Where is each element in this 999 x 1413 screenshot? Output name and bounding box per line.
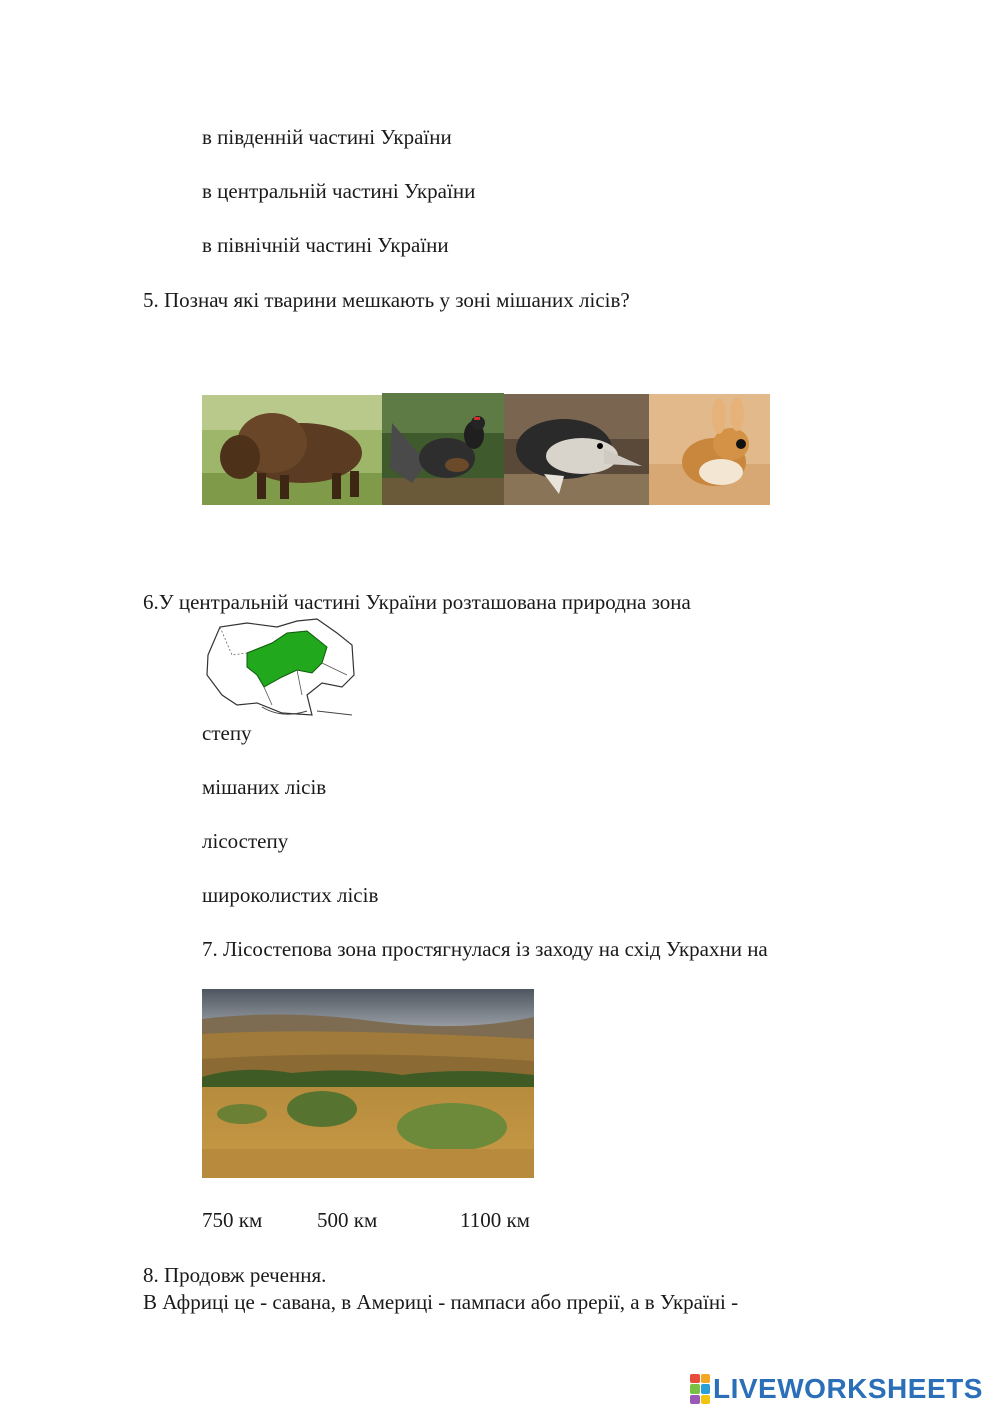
q4-option-north[interactable]: в північній частині України: [202, 233, 449, 257]
q7-option-1100[interactable]: 1100 км: [460, 1208, 530, 1232]
q6-option-steppe[interactable]: степу: [202, 721, 252, 745]
q6-question: 6.У центральній частині України розташована природна зона: [143, 590, 691, 614]
jerboa-icon[interactable]: [649, 394, 770, 505]
q5-question: 5. Познач які тварини мешкають у зоні мішаних лісів?: [143, 288, 630, 312]
q7-option-500[interactable]: 500 км: [317, 1208, 378, 1232]
ukraine-map: [202, 615, 357, 719]
forest-steppe-landscape: [202, 989, 534, 1178]
logo-text: LIVEWORKSHEETS: [713, 1373, 983, 1404]
q6-option-mixed-forest[interactable]: мішаних лісів: [202, 775, 327, 799]
q6-option-forest-steppe[interactable]: лісостепу: [202, 829, 289, 853]
liveworksheets-logo[interactable]: [690, 1372, 983, 1406]
capercaillie-icon[interactable]: [382, 393, 504, 505]
q7-option-750[interactable]: 750 км: [202, 1208, 263, 1232]
q8-sentence: В Африці це - савана, в Америці - пампаси або прерії, а в Україні -: [143, 1290, 739, 1314]
bison-icon[interactable]: [202, 395, 382, 505]
logo-mark-icon: [690, 1374, 710, 1404]
q8-title: 8. Продовж речення.: [143, 1263, 327, 1287]
q4-option-center[interactable]: в центральній частині України: [202, 179, 476, 203]
q7-question: 7. Лісостепова зона простягнулася із заходу на схід Украхни на: [202, 937, 768, 961]
q4-option-south[interactable]: в південній частині України: [202, 125, 452, 149]
q6-option-broadleaf-forest[interactable]: широколистих лісів: [202, 883, 379, 907]
shrew-icon[interactable]: [504, 394, 649, 505]
